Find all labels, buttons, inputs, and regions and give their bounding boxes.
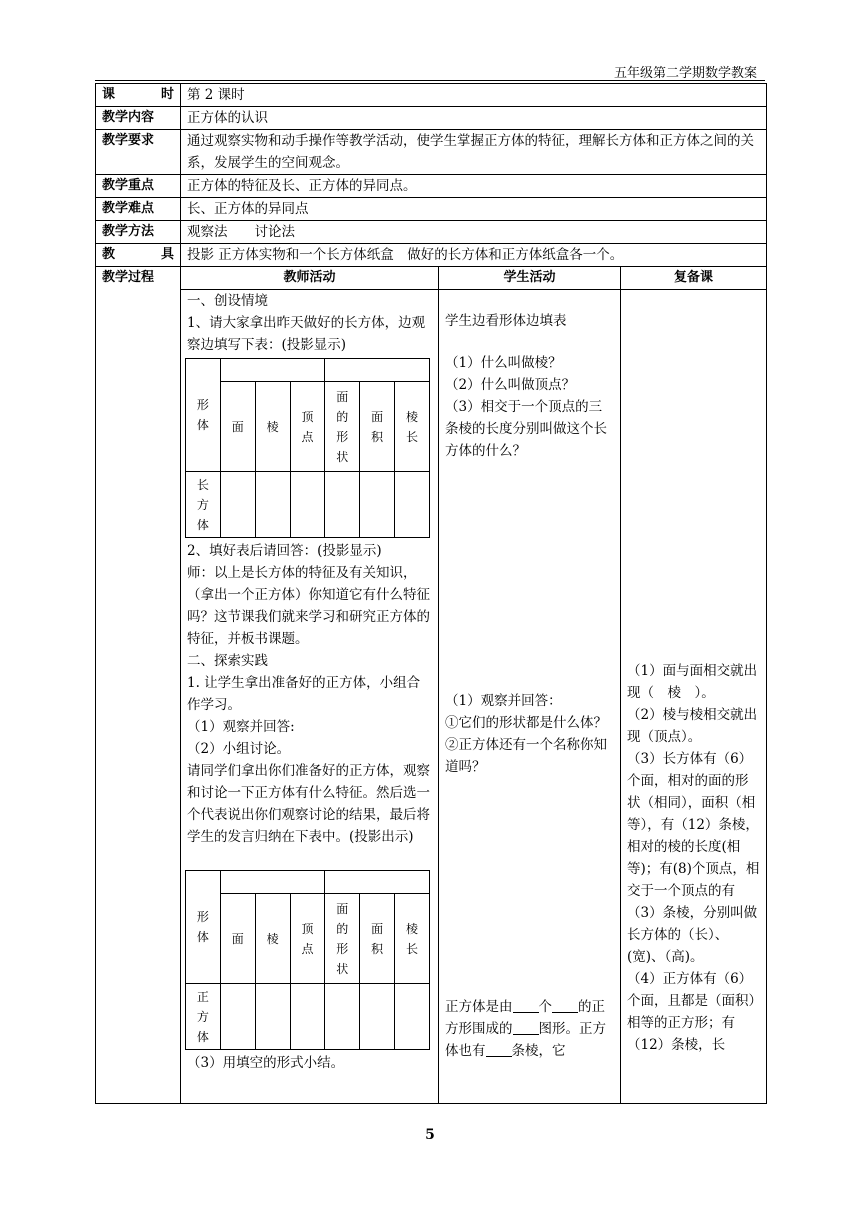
student-text: （2）什么叫做顶点？ bbox=[445, 377, 576, 393]
student-text: 学生边看形体边填表 bbox=[445, 313, 567, 329]
value-period: 第 2 课时 bbox=[181, 84, 767, 107]
cube-feature-table bbox=[185, 870, 430, 1050]
table-col-head: 面 的 形 状 bbox=[325, 382, 360, 472]
review-text: （1）面与面相交就出现（ 棱 ）。 bbox=[627, 663, 758, 701]
row-process-head bbox=[96, 267, 767, 290]
col-teacher-activity: 教师活动 bbox=[181, 267, 439, 290]
review-text: （3）长方体有（6）个面，相对的面的形状（相同），面积（相等），有（12）条棱，相对的棱的长度(相等)；有(8)个顶点，相交于一个顶点的有（3）条棱，分别叫做长方体的（长）、(宽)、（高)。 bbox=[627, 751, 760, 965]
label-difficulties: 教学难点 bbox=[96, 198, 181, 221]
student-text: （3）相交于一个顶点的三条棱的长度分别叫做这个长方体的什么？ bbox=[445, 399, 607, 459]
col-review: 复备课 bbox=[621, 267, 767, 290]
table-col-head: 棱 bbox=[255, 382, 290, 472]
cuboid-feature-table bbox=[185, 358, 430, 538]
review-text: （4）正方体有（6）个面，且都是（面积）相等的正方形；有（12）条棱，长 bbox=[627, 971, 756, 1053]
value-methods: 观察法 讨论法 bbox=[181, 221, 767, 244]
label-tools: 教 具 bbox=[96, 244, 181, 267]
header-title: 五年级第二学期数学教案 bbox=[613, 66, 757, 81]
table-body-head: 正 方 体 bbox=[186, 984, 221, 1050]
teacher-text: （1）观察并回答: bbox=[187, 719, 295, 735]
review-text: （2）棱与棱相交就出现（顶点）。 bbox=[627, 707, 758, 745]
row-content bbox=[96, 107, 767, 130]
review-cell bbox=[621, 290, 767, 1104]
value-requirements: 通过观察实物和动手操作等教学活动，使学生掌握正方体的特征，理解长方体和正方体之间的关系，发展学生的空间观念。 bbox=[181, 130, 767, 175]
lesson-plan-table bbox=[95, 83, 767, 1104]
table-row-head: 形 体 bbox=[186, 871, 221, 984]
label-key-points: 教学重点 bbox=[96, 175, 181, 198]
teacher-text: （3）用填空的形式小结。 bbox=[187, 1055, 345, 1071]
table-body-head: 长 方 体 bbox=[186, 472, 221, 538]
teacher-text: 一、创设情境 bbox=[187, 293, 268, 309]
teacher-text: （2）小组讨论。 bbox=[187, 741, 291, 757]
table-col-head: 面 的 形 状 bbox=[325, 894, 360, 984]
table-col-head: 面 bbox=[220, 894, 255, 984]
student-fill-blank: 正方体是由 个 的正方形围成的 图形。正方体也有 条棱，它 bbox=[445, 999, 606, 1059]
table-col-head: 面 bbox=[220, 382, 255, 472]
student-text: （1）什么叫做棱？ bbox=[445, 355, 562, 371]
student-text: ①它们的形状都是什么体？ bbox=[445, 715, 607, 731]
col-student-activity: 学生活动 bbox=[439, 267, 621, 290]
table-col-head: 棱 长 bbox=[395, 894, 430, 984]
student-activity-cell bbox=[439, 290, 621, 1104]
label-requirements: 教学要求 bbox=[96, 130, 181, 175]
value-key-points: 正方体的特征及长、正方体的异同点。 bbox=[181, 175, 767, 198]
label-period: 课 时 bbox=[96, 84, 181, 107]
teacher-text: 请同学们拿出你们准备好的正方体，观察和讨论一下正方体有什么特征。然后选一个代表说出你们观察讨论的结果，最后将学生的发言归纳在下表中。(投影出示) bbox=[187, 763, 430, 845]
label-methods: 教学方法 bbox=[96, 221, 181, 244]
student-text: （1）观察并回答： bbox=[445, 693, 562, 709]
value-content: 正方体的认识 bbox=[181, 107, 767, 130]
row-methods bbox=[96, 221, 767, 244]
table-col-head: 面 积 bbox=[360, 382, 395, 472]
row-tools bbox=[96, 244, 767, 267]
row-requirements bbox=[96, 130, 767, 175]
teacher-text: 1. 让学生拿出准备好的正方体，小组合作学习。 bbox=[187, 675, 421, 713]
label-process: 教学过程 bbox=[96, 267, 181, 1104]
row-key-points bbox=[96, 175, 767, 198]
label-content: 教学内容 bbox=[96, 107, 181, 130]
page-number: 5 bbox=[425, 1127, 435, 1143]
teacher-text: 二、探索实践 bbox=[187, 653, 268, 669]
row-period bbox=[96, 84, 767, 107]
table-col-head: 顶 点 bbox=[290, 894, 325, 984]
table-col-head: 面 积 bbox=[360, 894, 395, 984]
row-difficulties bbox=[96, 198, 767, 221]
teacher-text: 师：以上是长方体的特征及有关知识，（拿出一个正方体）你知道它有什么特征吗？这节课我们就来学习和研究正方体的特征，并板书课题。 bbox=[187, 565, 430, 647]
row-process-body bbox=[96, 290, 767, 1104]
table-row-head: 形 体 bbox=[186, 359, 221, 472]
value-difficulties: 长、正方体的异同点 bbox=[181, 198, 767, 221]
table-col-head: 棱 bbox=[255, 894, 290, 984]
student-text: ②正方体还有一个名称你知道吗？ bbox=[445, 737, 607, 775]
teacher-text: 1、请大家拿出昨天做好的长方体，边观察边填写下表：(投影显示) bbox=[187, 315, 426, 353]
value-tools: 投影 正方体实物和一个长方体纸盒 做好的长方体和正方体纸盒各一个。 bbox=[181, 244, 767, 267]
table-col-head: 顶 点 bbox=[290, 382, 325, 472]
header-rule bbox=[95, 80, 765, 81]
teacher-text: 2、填好表后请回答：(投影显示) bbox=[187, 543, 382, 559]
table-col-head: 棱 长 bbox=[395, 382, 430, 472]
teacher-activity-cell bbox=[181, 290, 439, 1104]
